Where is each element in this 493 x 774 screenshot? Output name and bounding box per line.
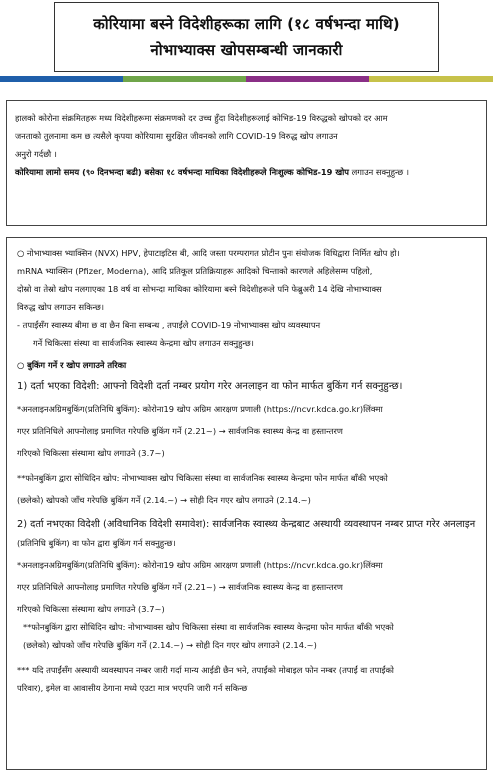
intro-bold-text: कोरियामा लामो समय (९० दिनभन्दा बढी) बसेका १८ वर्षभन्दा माथिका विदेशीहरूले निःशुल्क कोभिड-19 खोप: [15, 167, 349, 177]
stripe-blue: [0, 76, 123, 82]
list-item: 1) दर्ता भएका विदेशी: आफ्नो विदेशी दर्ता नम्बर प्रयोग गरेर अनलाइन वा फोन मार्फत बुकिंग गर्न सक्नुहुन्छ।: [17, 381, 403, 392]
list-item: (प्रतिनिधि बुकिंग) वा फोन द्वारा बुकिंग गर्न सक्नुहुन्छ।: [17, 538, 176, 548]
intro-box: [6, 100, 487, 226]
list-item: **फोनबुकिंग द्वारा सोधिदिन खोप: नोभाभ्याक्स खोप चिकित्सा संस्था वा सार्वजनिक स्वास्थ्य केन्द्रमा फोन मार्फत बाँकी भएको: [17, 473, 388, 483]
color-stripes: [0, 76, 493, 82]
stripe-yellow: [369, 76, 493, 82]
stripe-purple: [246, 76, 369, 82]
list-item: गरिएको चिकित्सा संस्थामा खोप लगाउने (3.7~): [17, 448, 165, 458]
page-subtitle: नोभाभ्याक्स खोपसम्बन्धी जानकारी: [150, 41, 343, 59]
list-item: (छलेको) खोपको जाँच गरेपछि बुकिंग गर्ने (2.14.~) → सोही दिन गएर खोप लगाउने (2.14.~): [17, 495, 311, 505]
footnote-line: *** यदि तपाईंसँग अस्थायी व्यवस्थापन नम्बर जारी गर्दा मान्य आईडी छैन भने, तपाईंको मोबाइल फोन नम्बर (तपाईं वा तपाईंको: [17, 665, 394, 675]
list-item: 2) दर्ता नभएका विदेशी (अविधानिक विदेशी समावेश): सार्वजनिक स्वास्थ्य केन्द्रबाट अस्थायी व्यवस्थापन नम्बर प्राप्त गरेर अनलाइन: [17, 519, 476, 530]
list-item: गएर प्रतिनिधिले आफ्नोलाइ प्रमाणित गरेपछि बुकिंग गर्ने (2.21~) → सार्वजनिक स्वास्थ्य केन्द्र वा हस्तान्तरण: [17, 582, 343, 592]
title-box: [54, 2, 439, 72]
list-item: *अनलाइनअग्रिमबुकिंग(प्रतिनिधि बुकिंग): कोरोना19 खोप अग्रिम आरक्षण प्रणाली (https://ncvr.kdca.go.kr)लिंक्मा: [17, 560, 383, 570]
intro-line: हालको कोरोना संक्रमितहरू मध्य विदेशीहरूमा संक्रमणको दर उच्च हुँदा विदेशीहरूलाई कोभिड-19 विरुद्धको खोपको दर आम: [15, 113, 388, 123]
intro-line-emphasis: [15, 163, 480, 181]
intro-tail-text: लगाउन सक्नुहुन्छ ।: [348, 167, 409, 177]
list-item: गएर प्रतिनिधिले आफ्नोलाइ प्रमाणित गरेपछि बुकिंग गर्ने (2.21~) → सार्वजनिक स्वास्थ्य केन्द्र वा हस्तान्तरण: [17, 426, 343, 436]
footnote-line: परिवार), इमेल वा आवासीय ठेगाना मध्ये एउटा मात्र भएपनि जारी गर्न सकिन्छ: [17, 683, 248, 693]
stripe-green: [123, 76, 246, 82]
list-item: *अनलाइनअग्रिमबुकिंग(प्रतिनिधि बुकिंग): कोरोना19 खोप अग्रिम आरक्षण प्रणाली (https://ncvr.kdca.go.kr)लिंक्मा: [17, 404, 383, 414]
section-heading: ○ बुकिंग गर्ने र खोप लगाउने तरिका: [17, 360, 127, 370]
paragraph-line: गर्ने चिकित्सा संस्था वा सार्वजनिक स्वास्थ्य केन्द्रमा खोप लगाउन सक्नुहुन्छ।: [33, 338, 254, 348]
intro-line: अनुरो गर्दछौ ।: [15, 149, 57, 159]
paragraph-line: विरुद्ध खोप लगाउन सकिन्छ।: [17, 302, 104, 312]
intro-line: जनताको तुलनामा कम छ त्यसैले कृपया कोरियामा सुरक्षित जीवनको लागि COVID-19 विरुद्ध खोप लगाउन: [15, 131, 338, 141]
paragraph-line: mRNA भ्याक्सिन (Pfizer, Moderna), आदि प्रतिकूल प्रतिक्रियाहरू आदिको चिन्ताको कारणले अहिलेसम्म पहिलो,: [17, 266, 373, 276]
list-item: गरिएको चिकित्सा संस्थामा खोप लगाउने (3.7~): [17, 604, 165, 614]
paragraph-line: दोस्रो वा तेस्रो खोप नलगाएका 18 वर्ष वा सोभन्दा माथिका कोरियामा बस्ने विदेशीहरूले पनि फेब्रुअरी 14 देखि नोभाभ्याक्स: [17, 284, 382, 294]
page-title: कोरियामा बस्ने विदेशीहरूका लागि (१८ वर्षभन्दा माथि): [93, 15, 400, 33]
header: [0, 0, 493, 86]
main-info-box: [6, 237, 487, 770]
list-item: **फोनबुकिंग द्वारा सोधिदिन खोप: नोभाभ्याक्स खोप चिकित्सा संस्था वा सार्वजनिक स्वास्थ्य केन्द्रमा फोन मार्फत बाँकी भएको: [23, 622, 394, 632]
paragraph-line: - तपाईंसँग स्वास्थ्य बीमा छ वा छैन बिना सम्बन्ध , तपाईंले COVID-19 नोभाभ्याक्स खोप व्यवस्थापन: [17, 320, 321, 330]
paragraph-line: ○ नोभाभ्याक्स भ्याक्सिन (NVX) HPV, हेपाटाइटिस बी, आदि जस्ता परम्परागत प्रोटीन पुनः संयोजक विधिद्वारा निर्मित खोप हो।: [17, 248, 400, 258]
list-item: (छलेको) खोपको जाँच गरेपछि बुकिंग गर्ने (2.14.~) → सोही दिन गएर खोप लगाउने (2.14.~): [23, 640, 317, 650]
